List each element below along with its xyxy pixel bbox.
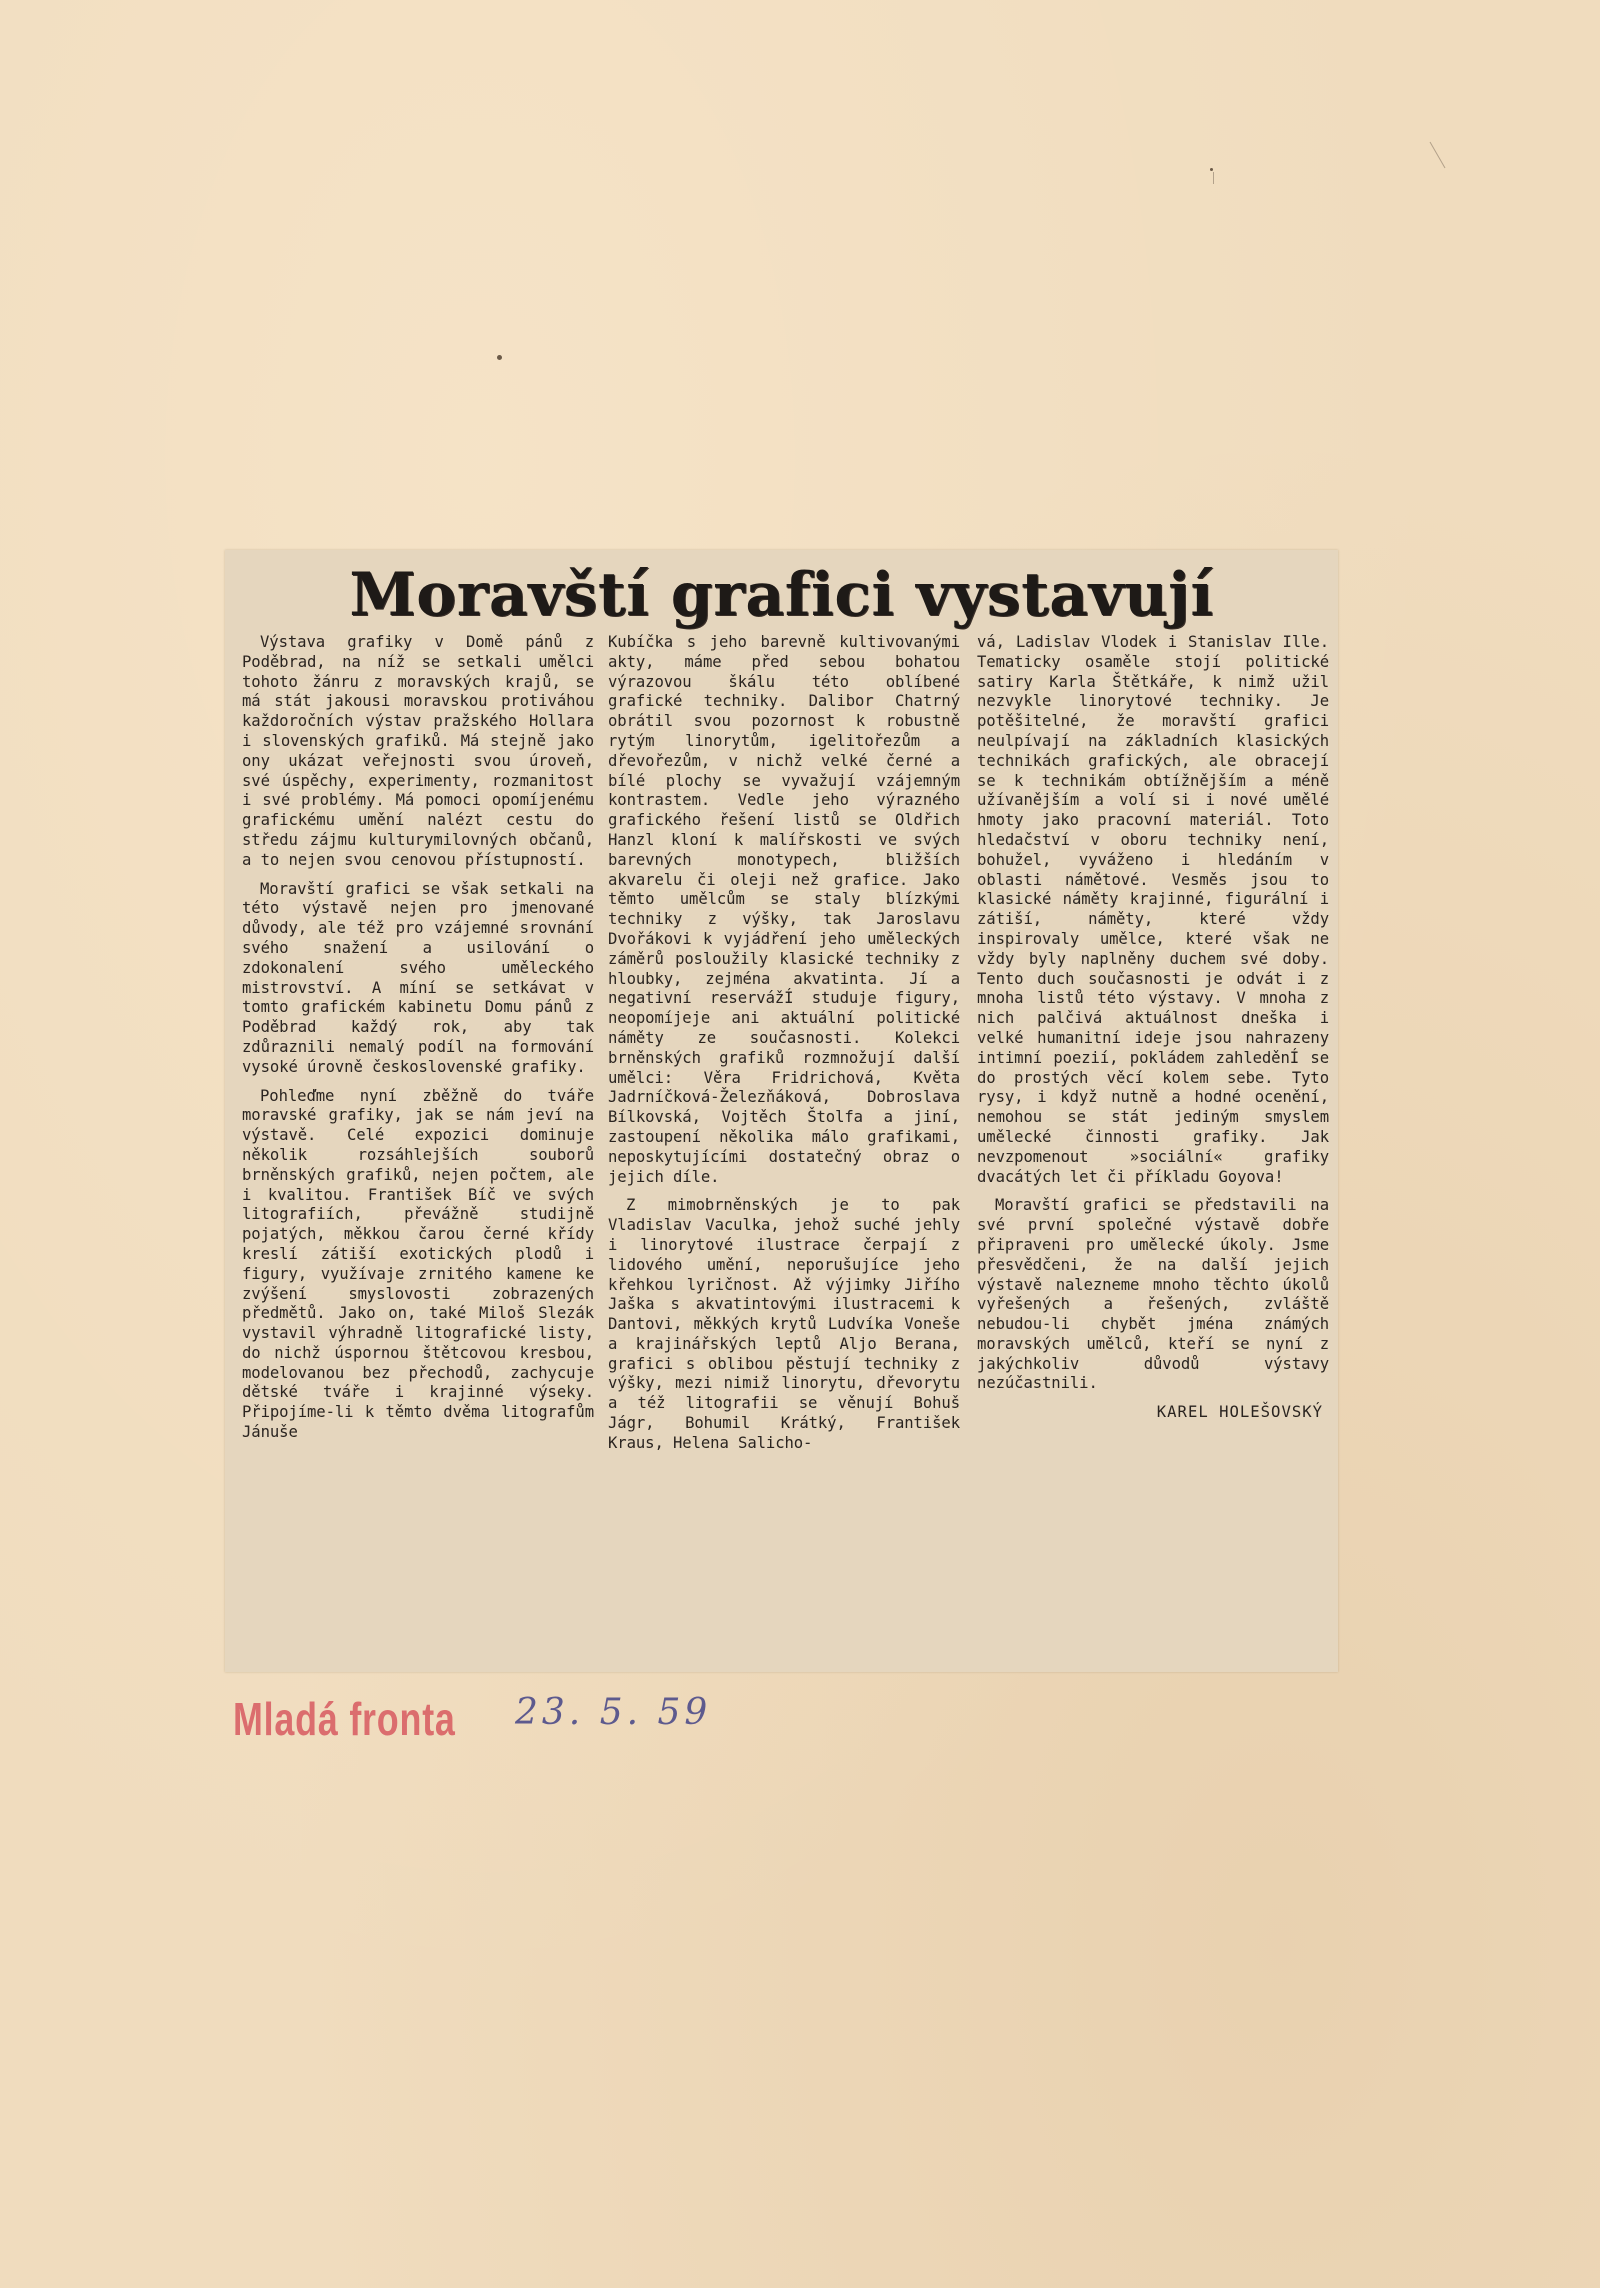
author-signature: KAREL HOLEŠOVSKÝ (1156, 1403, 1323, 1422)
paper-speck (497, 355, 502, 360)
handwritten-date: 23. 5. 59 (515, 1692, 712, 1733)
paragraph: vá, Ladislav Vlodek i Stanislav Ille. Tematicky osaměle stojí politické satiry Karla Štětkáře, k nimž užil nezvykle linorytové techniky. Je potěšitelné, že moravští grafici neulpívají na základních klasických technikách grafických, ale obracejí se k technikám obtížnějším a méně užívanějším a volí si i nové umělé hmoty jako pracovní materiál. Toto hledačství v oboru techniky není, bohužel, vyváženo i hledáním v oblasti námětové. Vesměs jsou to klasické náměty krajinné, figurální i zátiší, náměty, které vždy inspirovaly umělce, které však ne vždy byly naplněny duchem své doby. Tento duch současnosti je odvát i z mnoha listů této výstavy. V mnoha z nich palčivá aktuálnost dneška i velké humanitní ideje jsou nahrazeny intimní poezií, pokládem zahleděnÍ se do prostých věcí kolem sebe. Tyto rysy, i když nutně a hodné ocenění, nemohou se stát jediným smyslem umělecké činnosti grafiky. Jak nevzpomenout »sociální« grafiky dvacátých let či příkladu Goyova! (977, 633, 1329, 1186)
article-column-3 (977, 633, 1329, 1423)
paragraph: Z mimobrněnských je to pak Vladislav Vaculka, jehož suché jehly i linorytové ilustrace čerpají z lidového umění, neporušujíce jeho křehkou lyričnost. Až výjimky Jiřího Jaška s akvatintovými ilustracemi k Dantovi, měkkých krytů Ludvíka Voneše a krajinářských leptů Aljo Berana, grafici s oblibou pěstují techniky z výšky, mezi nimiž linorytu, dřevorytu a též litografii se věnují Bohuš Jágr, Bohumil Krátký, František Kraus, Helena Salicho- (608, 1196, 960, 1452)
paragraph: Pohleďme nyní zběžně do tváře moravské grafiky, jak se nám jeví na výstavě. Celé expozici dominuje několik rozsáhlejších souborů brněnských grafiků, nejen počtem, ale i kvalitou. František Bíč ve svých litografiích, převážně studijně pojatých, měkkou čarou černé křídy kreslí zátiší exotických plodů i figury, využívaje zrnitého kamene ke zvýšení smyslovosti zobrazených předmětů. Jako on, také Miloš Slezák vystavil výhradně litografické listy, do nichž úspornou štětcovou kresbou, modelovanou bez přechodů, zachycuje dětské tváře i krajinné výseky. Připojíme-li k těmto dvěma litografům Jánuše (242, 1086, 594, 1442)
article-column-1 (242, 633, 594, 1452)
paper-scratch (1213, 172, 1214, 184)
paragraph: Výstava grafiky v Domě pánů z Poděbrad, na níž se setkali umělci tohoto žánru z moravských krajů, se má stát jakousi moravskou protiváhou každoročních výstav pražského Hollara i slovenských grafiků. Má stejně jako ony ukázat veřejnosti svou úroveň, své úspěchy, experimenty, rozmanitost i své problémy. Má pomoci opomíjenému grafickému umění nalézt cestu do středu zájmu kulturymilovných občanů, a to nejen svou cenovou přístupností. (242, 633, 594, 869)
paragraph: Moravští grafici se však setkali na této výstavě nejen pro jmenované důvody, ale též pro vzájemné srovnání svého snažení a usilování o zdokonalení svého uměleckého mistrovství. A míní se setkávat v tomto grafickém kabinetu Domu pánů z Poděbrad každý rok, aby tak zdůraznili nemalý podíl na formování vysoké úrovně československé grafiky. (242, 879, 594, 1076)
article-column-2 (608, 633, 960, 1463)
newspaper-clipping (225, 550, 1338, 1672)
paragraph: Kubíčka s jeho barevně kultivovanými akty, máme před sebou bohatou výrazovou škálu této oblíbené grafické techniky. Dalibor Chatrný obrátil svou pozornost k robustně rytým linorytům, igelitořezům a dřevořezům, v nichž velké černé a bílé plochy se vyvažují vzájemným kontrastem. Vedle jeho výrazného grafického řešení listů se Oldřich Hanzl kloní k malířskosti ve svých barevných monotypech, bližších akvarelu či oleji než grafice. Jako těmto umělcům se staly blízkými techniky z výšky, tak Jaroslavu Dvořákovi k vyjádření jeho uměleckých záměrů posloužily klasické techniky z hloubky, zejména akvatinta. Jí a negativní reservážÍ studuje figury, neopomíjeje ani aktuální politické náměty ze současnosti. Kolekci brněnských grafiků rozmnožují další umělci: Věra Fridrichová, Květa Jadrníčková-Železňáková, Dobroslava Bílkovská, Vojtěch Štolfa a jiní, zastoupení několika málo grafikami, neposkytujícími dostatečný obraz o jejich díle. (608, 633, 960, 1186)
paper-speck (1210, 168, 1213, 171)
article-headline: Moravští grafici vystavují (349, 560, 1214, 630)
paper-scratch (1430, 142, 1446, 168)
paragraph: Moravští grafici se představili na své první společné výstavě dobře připraveni pro umělecké úkoly. Jsme přesvědčeni, že na další jejich výstavě nalezneme mnoho těchto úkolů vyřešených a řešených, zvláště nebudou-li chybět jména známých moravských umělců, kteří se nyní z jakýchkoliv důvodů výstavy nezúčastnili. (977, 1196, 1329, 1393)
newspaper-stamp: Mladá fronta (233, 1693, 456, 1745)
